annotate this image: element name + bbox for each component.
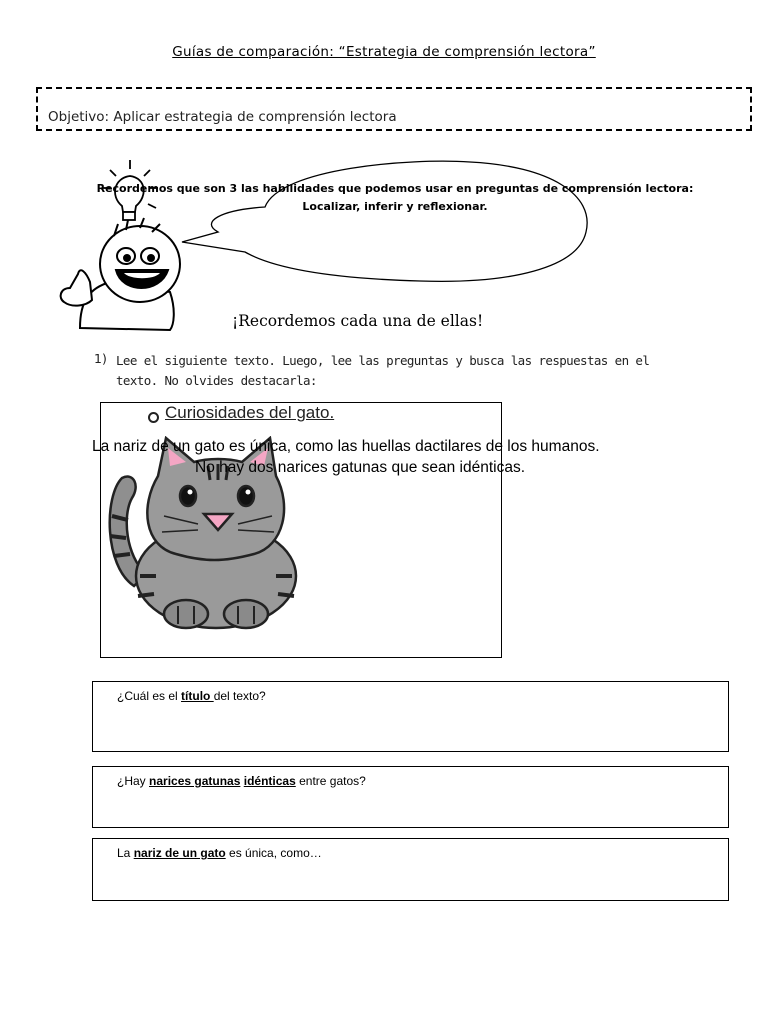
question-1-text: ¿Cuál es el título del texto? [117, 689, 266, 703]
bullet-circle-icon [148, 412, 159, 423]
question-box-1[interactable] [92, 681, 729, 752]
question-box-2[interactable] [92, 766, 729, 828]
instruction-number: 1) [94, 351, 107, 366]
bubble-text [80, 180, 710, 216]
objective-box [36, 87, 752, 131]
question-2-text: ¿Hay narices gatunas idénticas entre gatos? [117, 774, 366, 788]
subheading: ¡Recordemos cada una de ellas! [232, 312, 484, 330]
reading-title: Curiosidades del gato. [165, 403, 335, 422]
objective-text: Objetivo: Aplicar estrategia de comprensión lectora [48, 109, 397, 125]
bubble-line-2: Localizar, inferir y reflexionar. [302, 200, 488, 213]
reading-line-1: La nariz de un gato es única, como las huellas dactilares de los humanos. [92, 438, 600, 455]
cartoon-head [100, 218, 180, 302]
question-3-text: La nariz de un gato es única, como… [117, 846, 322, 860]
page-title: Guías de comparación: “Estrategia de comprensión lectora” [172, 44, 596, 60]
reading-line-2: No hay dos narices gatunas que sean idénticas. [195, 459, 526, 476]
question-box-3[interactable] [92, 838, 729, 901]
thumbs-up-hand [61, 270, 92, 305]
instruction-text: Lee el siguiente texto. Luego, lee las preguntas y busca las respuestas en el texto. No olvides destacarla: [116, 353, 650, 388]
bubble-line-1: Recordemos que son 3 las habilidades que podemos usar en preguntas de comprensión lectora: [96, 182, 694, 195]
